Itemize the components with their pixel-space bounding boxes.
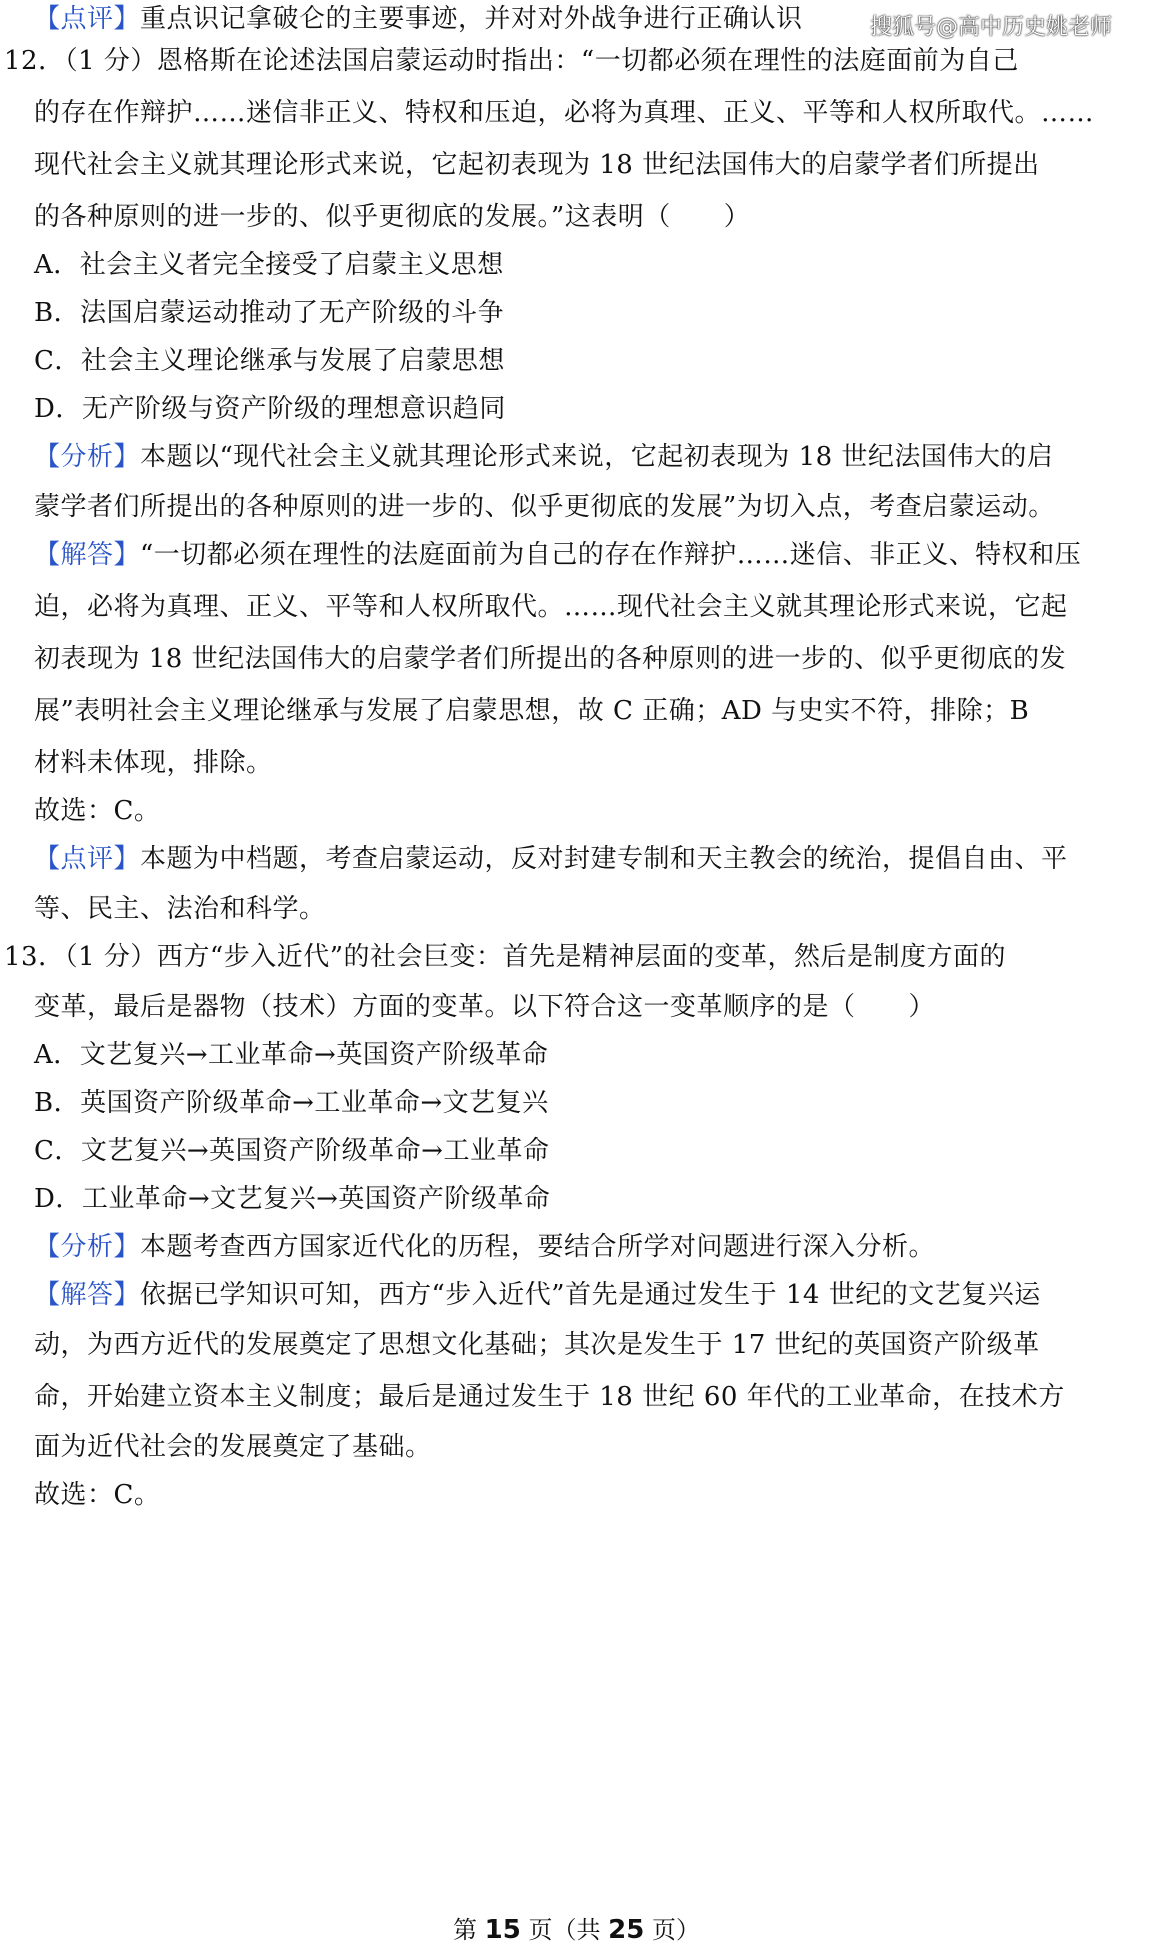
q12-choice: 故选：C。 — [34, 796, 161, 826]
comment-tag: 【点评】 — [34, 4, 141, 34]
q12-stem-line-3: 现代社会主义就其理论形式来说，它起初表现为 18 世纪法国伟大的启蒙学者们所提出 — [34, 150, 1040, 180]
q12-stem-line-2: 的存在作辩护……迷信非正义、特权和压迫，必将为真理、正义、平等和人权所取代。…… — [34, 98, 1095, 128]
analysis-tag: 【分析】 — [34, 442, 141, 472]
answer-tag: 【解答】 — [34, 540, 141, 570]
q12-option-d: D．无产阶级与资产阶级的理想意识趋同 — [34, 394, 506, 424]
q12-answer-line-3: 初表现为 18 世纪法国伟大的启蒙学者们所提出的各种原则的进一步的、似乎更彻底的发 — [34, 644, 1067, 674]
q12-option-c: C．社会主义理论继承与发展了启蒙思想 — [34, 346, 505, 376]
q13-answer-line-4: 面为近代社会的发展奠定了基础。 — [34, 1432, 432, 1462]
answer-tag: 【解答】 — [34, 1280, 141, 1310]
q12-stem-line-4: 的各种原则的进一步的、似乎更彻底的发展。”这表明（ ） — [34, 202, 751, 232]
top-comment-line — [34, 2, 803, 36]
q12-answer-line-4: 展”表明社会主义理论继承与发展了启蒙思想，故 C 正确；AD 与史实不符，排除；B — [34, 696, 1030, 726]
q12-answer-line-2: 迫，必将为真理、正义、平等和人权所取代。……现代社会主义就其理论形式来说，它起 — [34, 592, 1068, 622]
analysis-tag: 【分析】 — [34, 1232, 141, 1262]
q13-stem-line-1: 13．（1 分）西方“步入近代”的社会巨变：首先是精神层面的变革，然后是制度方面的 — [4, 942, 1006, 972]
q13-answer-line-2: 动，为西方近代的发展奠定了思想文化基础；其次是发生于 17 世纪的英国资产阶级革 — [34, 1330, 1040, 1360]
q12-analysis-line-2: 蒙学者们所提出的各种原则的进一步的、似乎更彻底的发展”为切入点，考查启蒙运动。 — [34, 492, 1055, 522]
q13-answer-line-1: 【解答】依据已学知识可知，西方“步入近代”首先是通过发生于 14 世纪的文艺复兴运 — [34, 1280, 1041, 1310]
q12-number: 12． — [4, 46, 65, 76]
q13-option-a: A．文艺复兴→工业革命→英国资产阶级革命 — [34, 1040, 549, 1070]
q12-comment-line-1: 【点评】本题为中档题，考查启蒙运动，反对封建专制和天主教会的统治，提倡自由、平 — [34, 844, 1068, 874]
page-footer: 第 15 页（共 25 页） — [453, 1915, 700, 1945]
q12-answer-line-5: 材料未体现，排除。 — [34, 748, 273, 778]
watermark: 搜狐号@高中历史姚老师 — [870, 15, 1113, 40]
total-pages: 25 — [608, 1915, 645, 1945]
q13-analysis-line-1: 【分析】本题考查西方国家近代化的历程，要结合所学对问题进行深入分析。 — [34, 1232, 936, 1262]
q12-answer-line-1: 【解答】“一切都必须在理性的法庭面前为自己的存在作辩护……迷信、非正义、特权和压 — [34, 540, 1082, 570]
q13-option-c: C．文艺复兴→英国资产阶级革命→工业革命 — [34, 1136, 550, 1166]
q13-stem-line-2: 变革，最后是器物（技术）方面的变革。以下符合这一变革顺序的是（ ） — [34, 992, 936, 1022]
top-comment-text: 重点识记拿破仑的主要事迹，并对对外战争进行正确认识 — [140, 4, 803, 34]
q13-answer-line-3: 命，开始建立资本主义制度；最后是通过发生于 18 世纪 60 年代的工业革命，在技术方 — [34, 1382, 1065, 1412]
q12-stem-line-1: 12．（1 分）恩格斯在论述法国启蒙运动时指出：“一切都必须在理性的法庭面前为自己 — [4, 46, 1019, 76]
q13-option-b: B．英国资产阶级革命→工业革命→文艺复兴 — [34, 1088, 549, 1118]
q12-option-b: B．法国启蒙运动推动了无产阶级的斗争 — [34, 298, 505, 328]
q12-analysis-line-1: 【分析】本题以“现代社会主义就其理论形式来说，它起初表现为 18 世纪法国伟大的启 — [34, 442, 1054, 472]
q13-number: 13． — [4, 942, 65, 972]
comment-tag: 【点评】 — [34, 844, 141, 874]
page-number: 15 — [484, 1915, 521, 1945]
q13-choice: 故选：C。 — [34, 1480, 161, 1510]
q12-option-a: A．社会主义者完全接受了启蒙主义思想 — [34, 250, 504, 280]
q12-comment-line-2: 等、民主、法治和科学。 — [34, 894, 326, 924]
q13-option-d: D．工业革命→文艺复兴→英国资产阶级革命 — [34, 1184, 551, 1214]
